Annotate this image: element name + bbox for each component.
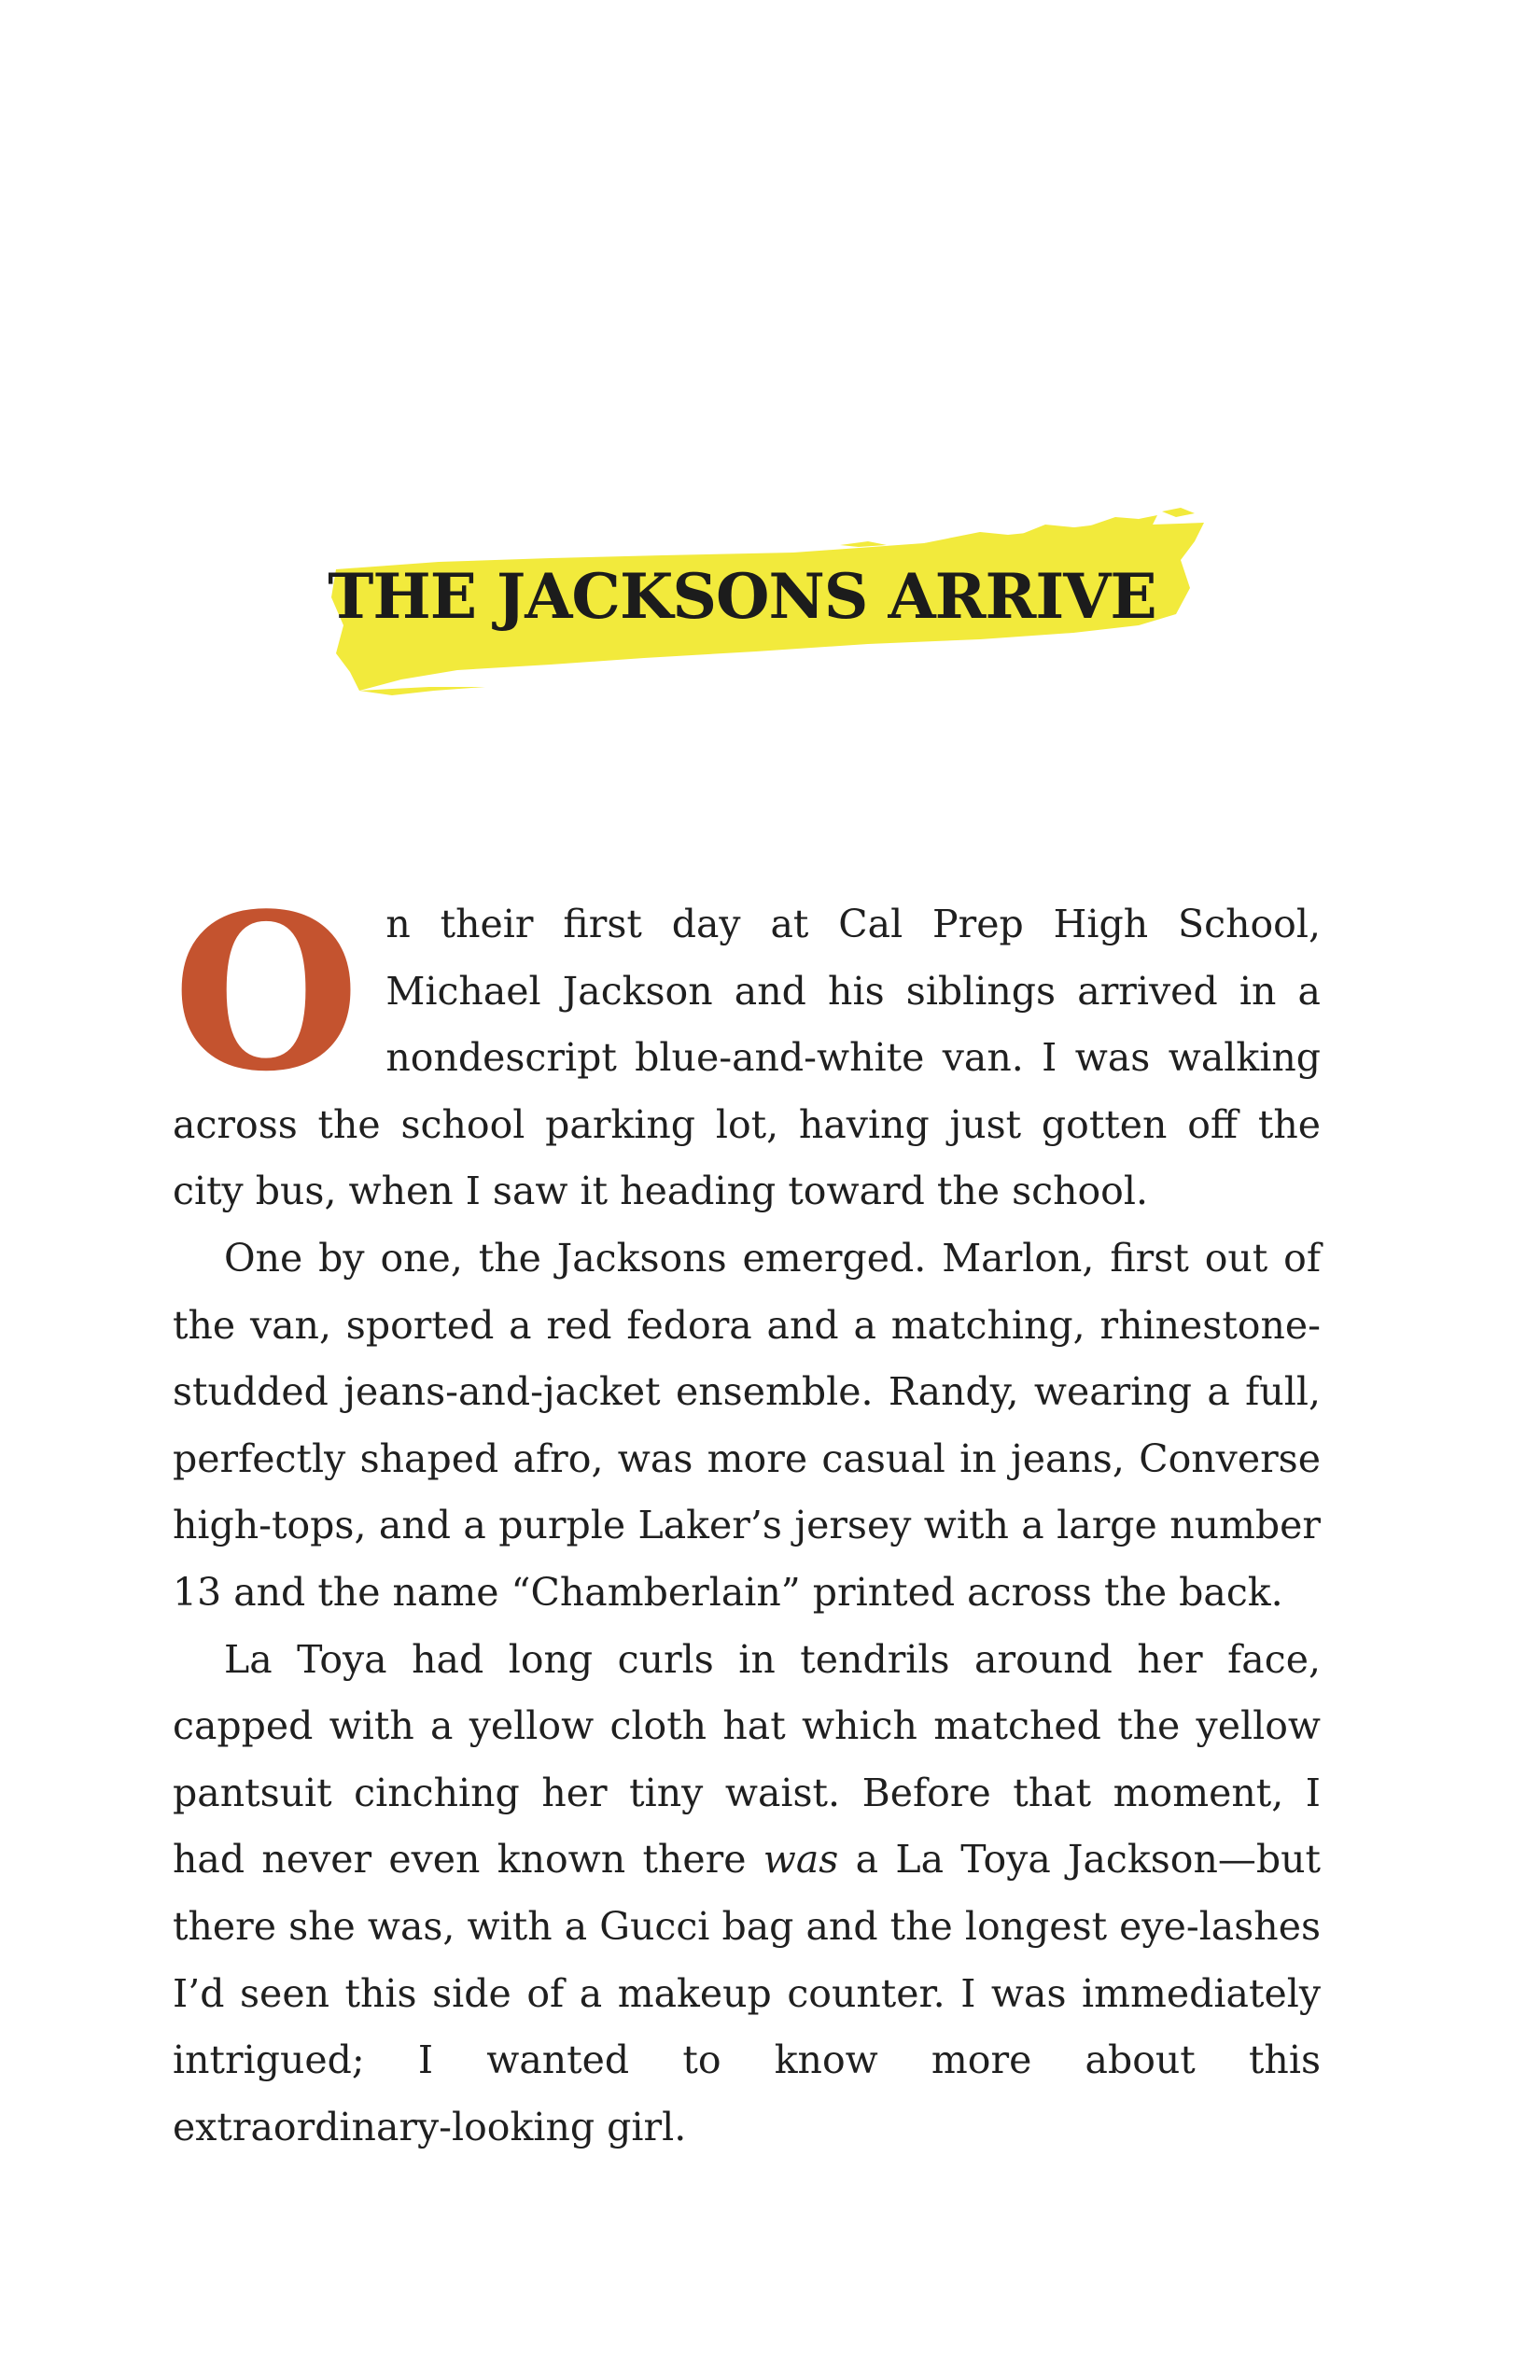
paragraph-3-text-before: La Toya had long curls in tendrils around her face, capped with a yellow cloth hat which matched the yellow pantsuit cinching her tiny waist. Before that moment, I had never even known there <box>173 1636 1321 1883</box>
paragraph-2: One by one, the Jacksons emerged. Marlon, first out of the van, sported a red fedora and a matching, rhinestone-studded jeans-and-jacket ensemble. Randy, wearing a full, perfectly shaped afro, was more casual in jeans, Converse high-tops, and a purple Laker’s jersey with a large number 13 and the name “Chamberlain” printed across the back. <box>173 1235 1321 1615</box>
paragraph-3 <box>173 1627 1321 2162</box>
drop-cap: O <box>173 867 360 1119</box>
emphasis-was: was <box>763 1837 839 1883</box>
chapter-body <box>173 867 1321 2161</box>
chapter-heading <box>271 504 1251 719</box>
chapter-title: THE JACKSONS ARRIVE <box>328 560 1156 633</box>
paragraph-1 <box>173 867 1321 1225</box>
paragraph-3-text-after: a La Toya Jackson—but there she was, with a Gucci bag and the longest eye-lashes I’d seen this side of a makeup counter. I was immediately intrigued; I wanted to know more about this extraordinary-looking girl. <box>173 1837 1321 2149</box>
paragraph-1-text: n their first day at Cal Prep High School, Michael Jackson and his siblings arrived in a nondescript blue-and-white van. I was walking across the school parking lot, having just gotten off the city bus, when I saw it heading toward the school. <box>173 902 1321 1214</box>
